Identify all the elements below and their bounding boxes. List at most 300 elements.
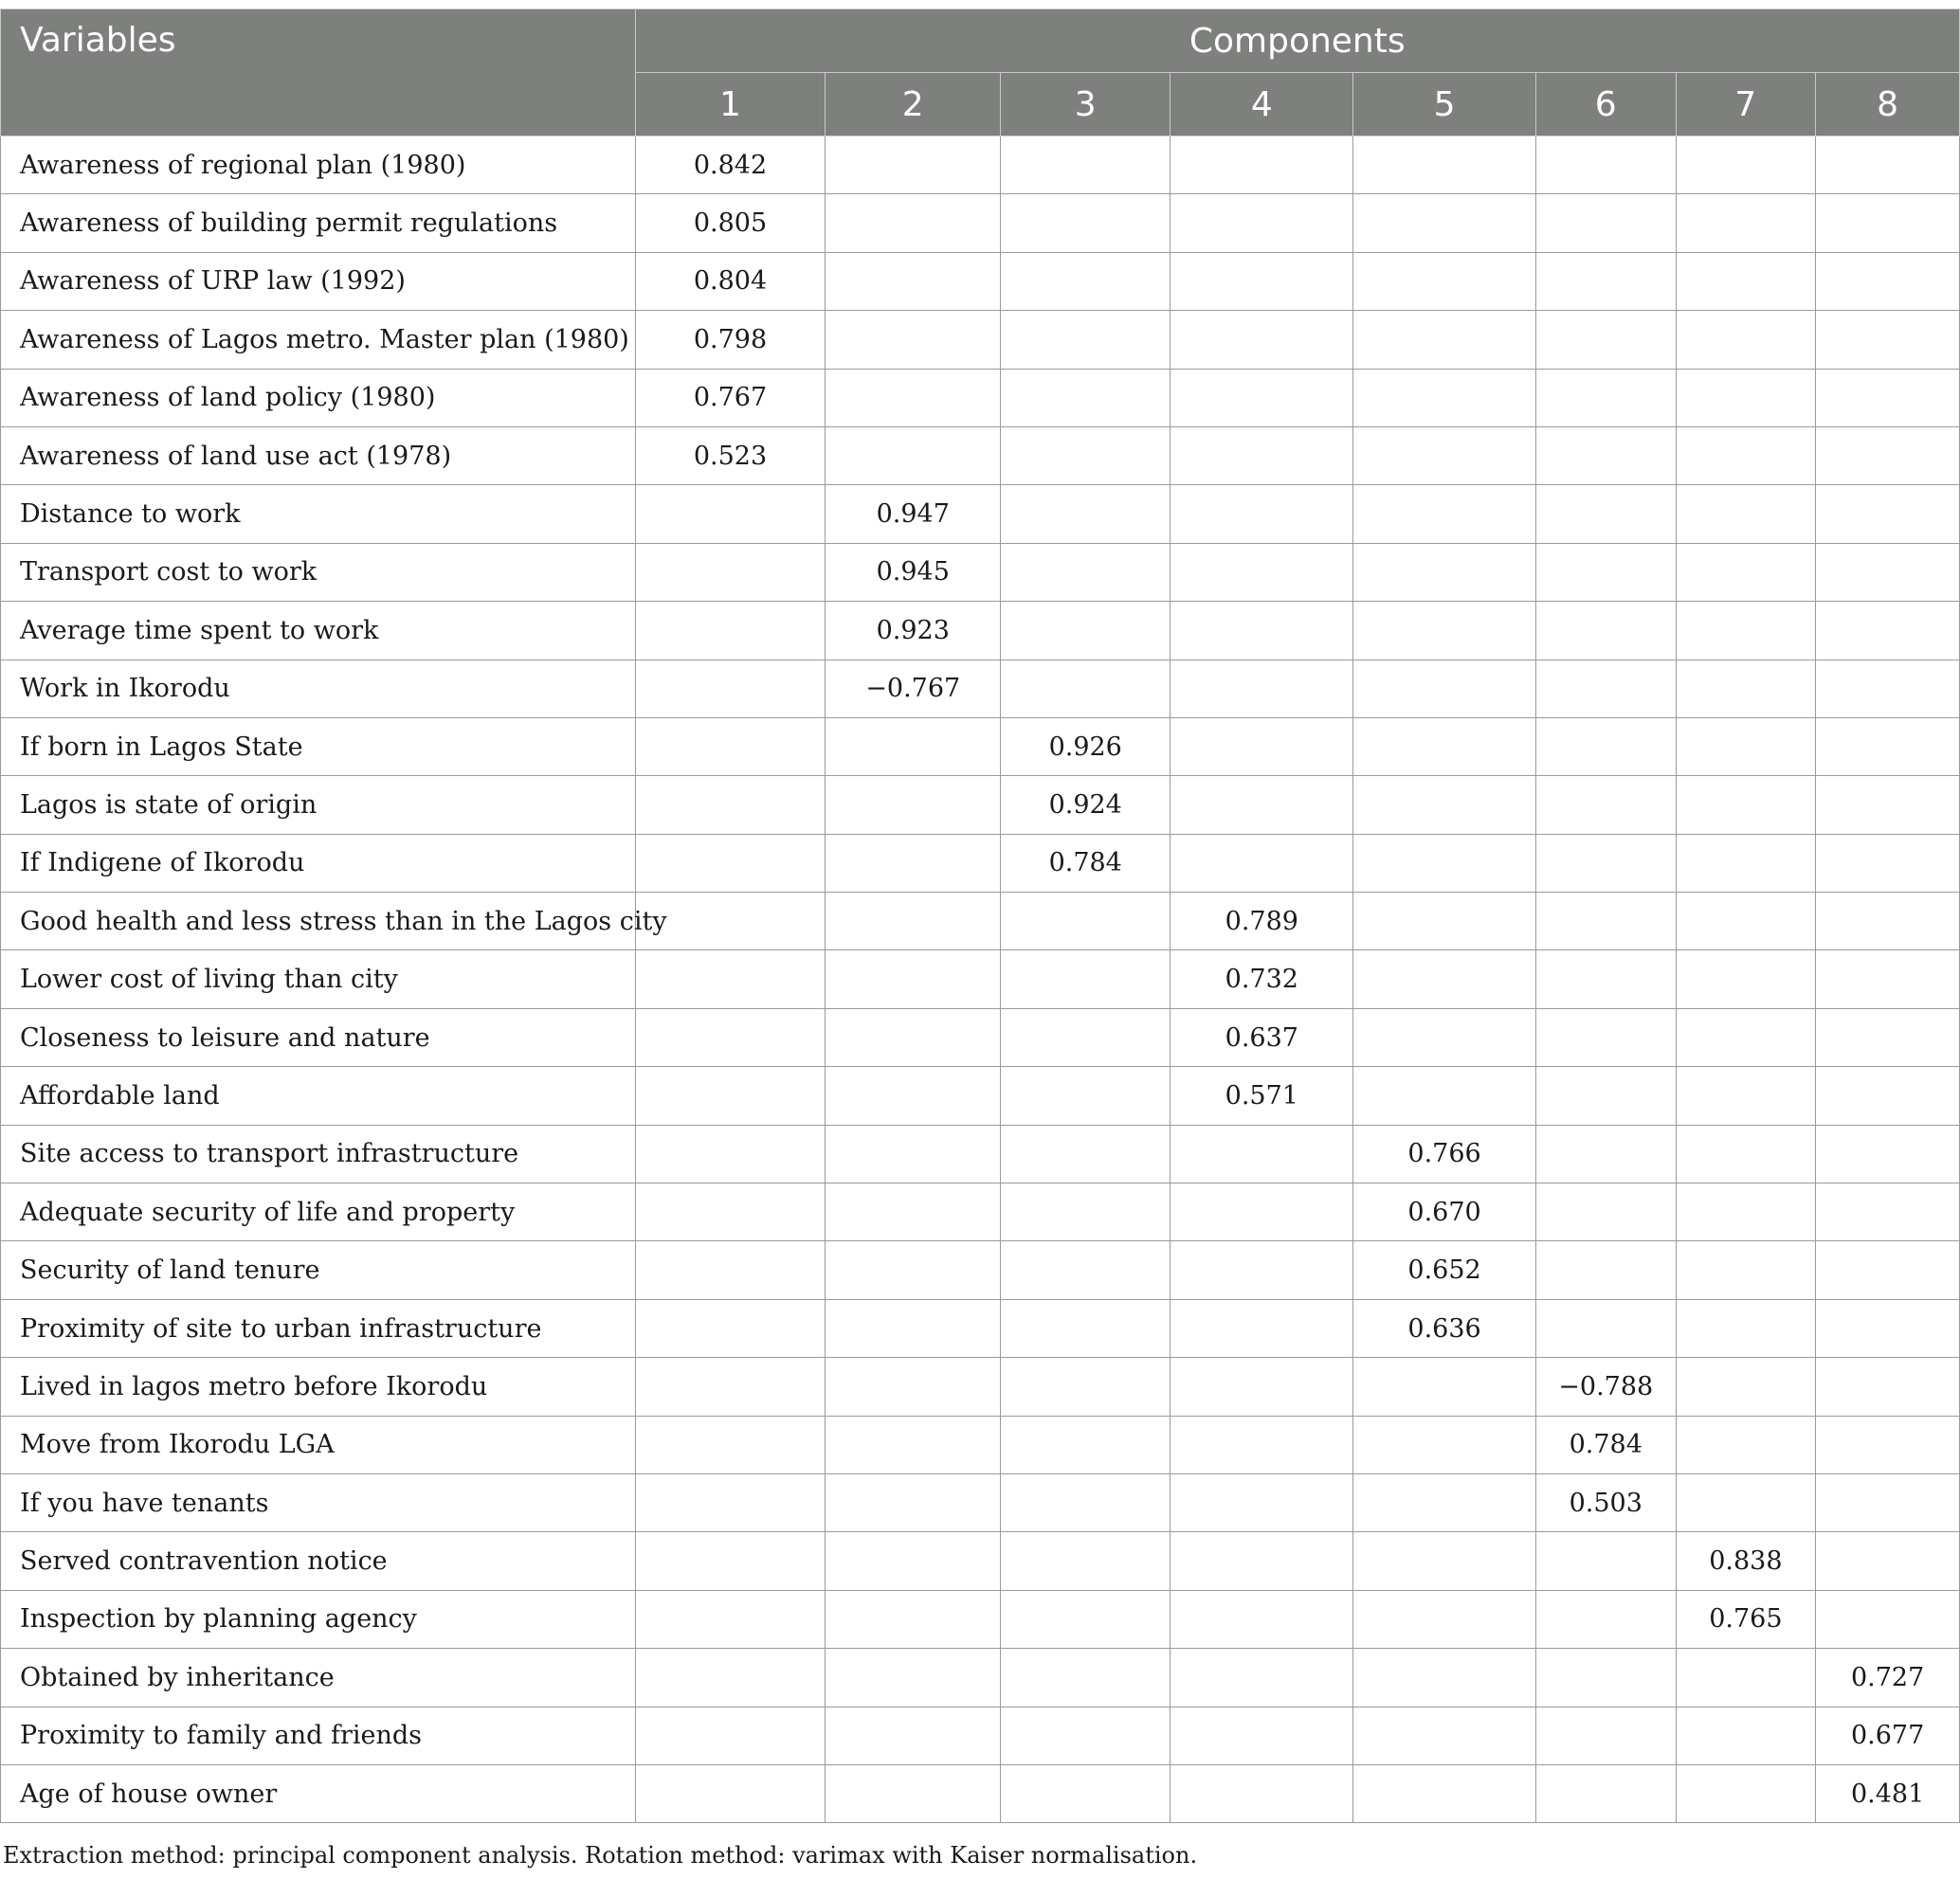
loading-value-cell — [1353, 1067, 1536, 1125]
loading-value-cell — [1816, 1183, 1960, 1241]
loading-value-cell — [1676, 1299, 1816, 1357]
loading-value-cell — [1676, 426, 1816, 484]
variable-name-cell: Good health and less stress than in the Lagos city — [1, 893, 636, 950]
loading-value-cell — [826, 194, 1001, 252]
loading-value-cell — [1676, 834, 1816, 892]
loading-value-cell — [635, 602, 826, 659]
header-row-top — [1, 9, 1960, 73]
loading-value-cell — [1353, 252, 1536, 310]
loading-value-cell — [1816, 1532, 1960, 1590]
factor-loadings-table — [0, 9, 1960, 1823]
loading-value-cell — [1001, 252, 1171, 310]
loading-value-cell — [1535, 950, 1676, 1008]
variable-name-cell: Site access to transport infrastructure — [1, 1125, 636, 1183]
loading-value-cell — [1676, 369, 1816, 426]
loading-value-cell — [1353, 950, 1536, 1008]
table-row — [1, 1707, 1960, 1764]
loading-value-cell: 0.784 — [1001, 834, 1171, 892]
loading-value-cell — [1535, 1590, 1676, 1648]
loading-value-cell — [1171, 1590, 1353, 1648]
loading-value-cell — [826, 1299, 1001, 1357]
loading-value-cell: 0.727 — [1816, 1649, 1960, 1707]
loading-value-cell — [1816, 602, 1960, 659]
loading-value-cell — [1353, 602, 1536, 659]
loading-value-cell — [1535, 1649, 1676, 1707]
variable-name-cell: Security of land tenure — [1, 1241, 636, 1299]
loading-value-cell — [1353, 1590, 1536, 1648]
loading-value-cell — [1001, 1125, 1171, 1183]
loading-value-cell — [635, 1590, 826, 1648]
loading-value-cell — [1001, 1473, 1171, 1531]
variable-name-cell: Awareness of regional plan (1980) — [1, 136, 636, 194]
loading-value-cell — [1676, 1067, 1816, 1125]
loading-value-cell — [1816, 834, 1960, 892]
loading-value-cell — [1816, 1125, 1960, 1183]
loading-value-cell — [1171, 1416, 1353, 1473]
loading-value-cell — [1535, 776, 1676, 834]
loading-value-cell — [1676, 194, 1816, 252]
variable-name-cell: If you have tenants — [1, 1473, 636, 1531]
table-row — [1, 194, 1960, 252]
loading-value-cell — [1816, 1299, 1960, 1357]
loading-value-cell — [1353, 1764, 1536, 1822]
loading-value-cell — [1171, 1358, 1353, 1416]
loading-value-cell — [1001, 1008, 1171, 1066]
loading-value-cell — [1001, 485, 1171, 543]
loading-value-cell — [1676, 1764, 1816, 1822]
loading-value-cell — [1001, 602, 1171, 659]
loading-value-cell — [1353, 776, 1536, 834]
loading-value-cell — [1816, 1358, 1960, 1416]
loading-value-cell: 0.945 — [826, 543, 1001, 601]
loading-value-cell: 0.481 — [1816, 1764, 1960, 1822]
loading-value-cell — [1001, 1532, 1171, 1590]
loading-value-cell — [1001, 1416, 1171, 1473]
variables-column-header: Variables — [1, 9, 636, 136]
loading-value-cell — [1676, 776, 1816, 834]
loading-value-cell — [826, 252, 1001, 310]
loading-value-cell — [826, 1067, 1001, 1125]
loading-value-cell — [1001, 1590, 1171, 1648]
loading-value-cell — [1171, 659, 1353, 717]
loading-value-cell — [1676, 1008, 1816, 1066]
table-row — [1, 1473, 1960, 1531]
variable-name-cell: Awareness of URP law (1992) — [1, 252, 636, 310]
table-row — [1, 369, 1960, 426]
table-row — [1, 1764, 1960, 1822]
loading-value-cell: 0.670 — [1353, 1183, 1536, 1241]
loading-value-cell — [1535, 194, 1676, 252]
loading-value-cell: 0.637 — [1171, 1008, 1353, 1066]
variable-name-cell: Proximity of site to urban infrastructure — [1, 1299, 636, 1357]
variable-name-cell: If born in Lagos State — [1, 717, 636, 775]
variable-name-cell: Affordable land — [1, 1067, 636, 1125]
loading-value-cell — [1676, 252, 1816, 310]
loading-value-cell — [1001, 1067, 1171, 1125]
loading-value-cell — [1171, 1764, 1353, 1822]
variable-name-cell: If Indigene of Ikorodu — [1, 834, 636, 892]
loading-value-cell — [1535, 1764, 1676, 1822]
loading-value-cell — [1353, 194, 1536, 252]
loading-value-cell — [1171, 252, 1353, 310]
loading-value-cell: 0.766 — [1353, 1125, 1536, 1183]
loading-value-cell — [635, 1649, 826, 1707]
loading-value-cell — [635, 834, 826, 892]
loading-value-cell — [635, 1241, 826, 1299]
table-row — [1, 1067, 1960, 1125]
loading-value-cell — [826, 834, 1001, 892]
loading-value-cell — [1001, 1649, 1171, 1707]
loading-value-cell — [826, 893, 1001, 950]
loading-value-cell — [826, 311, 1001, 369]
loading-value-cell — [635, 717, 826, 775]
table-row — [1, 1299, 1960, 1357]
loading-value-cell — [1171, 1532, 1353, 1590]
loading-value-cell — [826, 1416, 1001, 1473]
components-group-header: Components — [635, 9, 1960, 73]
loading-value-cell — [826, 1590, 1001, 1648]
loading-value-cell — [1816, 893, 1960, 950]
loading-value-cell — [1535, 1008, 1676, 1066]
loading-value-cell — [1353, 136, 1536, 194]
loading-value-cell: 0.677 — [1816, 1707, 1960, 1764]
loading-value-cell — [1171, 426, 1353, 484]
loading-value-cell: 0.765 — [1676, 1590, 1816, 1648]
loading-value-cell — [1353, 543, 1536, 601]
loading-value-cell — [635, 1473, 826, 1531]
loading-value-cell — [1001, 1299, 1171, 1357]
loading-value-cell — [1816, 136, 1960, 194]
loading-value-cell — [1676, 1416, 1816, 1473]
variable-name-cell: Transport cost to work — [1, 543, 636, 601]
loading-value-cell — [635, 1008, 826, 1066]
loading-value-cell — [826, 1532, 1001, 1590]
variable-name-cell: Closeness to leisure and nature — [1, 1008, 636, 1066]
loading-value-cell — [1353, 659, 1536, 717]
loading-value-cell — [635, 659, 826, 717]
variable-name-cell: Awareness of Lagos metro. Master plan (1980) — [1, 311, 636, 369]
loading-value-cell: 0.636 — [1353, 1299, 1536, 1357]
loading-value-cell — [1816, 1008, 1960, 1066]
loading-value-cell — [826, 369, 1001, 426]
loading-value-cell — [1353, 1473, 1536, 1531]
loading-value-cell — [1816, 659, 1960, 717]
loading-value-cell: 0.523 — [635, 426, 826, 484]
loading-value-cell — [1816, 252, 1960, 310]
loading-value-cell — [1816, 1241, 1960, 1299]
loading-value-cell — [1676, 311, 1816, 369]
variable-name-cell: Adequate security of life and property — [1, 1183, 636, 1241]
loading-value-cell — [1676, 602, 1816, 659]
loading-value-cell — [1353, 1649, 1536, 1707]
loading-value-cell: 0.798 — [635, 311, 826, 369]
loading-value-cell — [826, 1183, 1001, 1241]
loading-value-cell: 0.923 — [826, 602, 1001, 659]
component-number-header: 1 — [635, 73, 826, 136]
loading-value-cell — [1001, 659, 1171, 717]
loading-value-cell: 0.842 — [635, 136, 826, 194]
variable-name-cell: Move from Ikorodu LGA — [1, 1416, 636, 1473]
loading-value-cell — [1676, 543, 1816, 601]
loading-value-cell — [1676, 717, 1816, 775]
loading-value-cell — [1816, 311, 1960, 369]
table-body — [1, 136, 1960, 1823]
loading-value-cell — [1535, 369, 1676, 426]
loading-value-cell — [1353, 893, 1536, 950]
loading-value-cell — [1001, 543, 1171, 601]
loading-value-cell — [635, 1707, 826, 1764]
loading-value-cell — [1535, 1125, 1676, 1183]
loading-value-cell — [1535, 485, 1676, 543]
loading-value-cell — [1001, 1241, 1171, 1299]
variable-name-cell: Awareness of building permit regulations — [1, 194, 636, 252]
loading-value-cell: 0.924 — [1001, 776, 1171, 834]
table-row — [1, 1416, 1960, 1473]
loading-value-cell — [826, 1473, 1001, 1531]
table-row — [1, 1125, 1960, 1183]
variable-name-cell: Lived in lagos metro before Ikorodu — [1, 1358, 636, 1416]
variable-name-cell: Age of house owner — [1, 1764, 636, 1822]
loading-value-cell — [1535, 893, 1676, 950]
table-row — [1, 1532, 1960, 1590]
loading-value-cell — [1535, 659, 1676, 717]
loading-value-cell — [1816, 1473, 1960, 1531]
table-row — [1, 659, 1960, 717]
loading-value-cell — [1816, 426, 1960, 484]
loading-value-cell — [1171, 1241, 1353, 1299]
loading-value-cell — [1171, 1649, 1353, 1707]
component-number-header: 4 — [1171, 73, 1353, 136]
variable-name-cell: Distance to work — [1, 485, 636, 543]
loading-value-cell — [1676, 1125, 1816, 1183]
variable-name-cell: Lower cost of living than city — [1, 950, 636, 1008]
loading-value-cell: 0.503 — [1535, 1473, 1676, 1531]
table-row — [1, 1590, 1960, 1648]
loading-value-cell — [1001, 1358, 1171, 1416]
variable-name-cell: Average time spent to work — [1, 602, 636, 659]
table-row — [1, 893, 1960, 950]
table-row — [1, 1358, 1960, 1416]
component-number-header: 8 — [1816, 73, 1960, 136]
loading-value-cell: 0.767 — [635, 369, 826, 426]
loading-value-cell — [1676, 1473, 1816, 1531]
loading-value-cell — [1353, 426, 1536, 484]
loading-value-cell — [1353, 1008, 1536, 1066]
loading-value-cell — [1001, 194, 1171, 252]
loading-value-cell — [1535, 602, 1676, 659]
loading-value-cell: 0.784 — [1535, 1416, 1676, 1473]
loading-value-cell — [1353, 1532, 1536, 1590]
loading-value-cell — [635, 485, 826, 543]
loading-value-cell — [1171, 136, 1353, 194]
loading-value-cell — [1676, 1649, 1816, 1707]
loading-value-cell — [1676, 1241, 1816, 1299]
loading-value-cell — [1816, 1416, 1960, 1473]
loading-value-cell — [1535, 1532, 1676, 1590]
loading-value-cell — [1353, 1358, 1536, 1416]
loading-value-cell: 0.732 — [1171, 950, 1353, 1008]
loading-value-cell — [635, 543, 826, 601]
loading-value-cell — [1535, 1299, 1676, 1357]
loading-value-cell — [1535, 1183, 1676, 1241]
loading-value-cell — [1171, 834, 1353, 892]
table-row — [1, 1008, 1960, 1066]
variable-name-cell: Awareness of land policy (1980) — [1, 369, 636, 426]
loading-value-cell — [1816, 369, 1960, 426]
loading-value-cell: 0.947 — [826, 485, 1001, 543]
loading-value-cell — [1816, 950, 1960, 1008]
loading-value-cell — [635, 1764, 826, 1822]
table-row — [1, 543, 1960, 601]
loading-value-cell — [1353, 311, 1536, 369]
loading-value-cell — [635, 1358, 826, 1416]
loading-value-cell — [1535, 136, 1676, 194]
table-row — [1, 252, 1960, 310]
table-row — [1, 602, 1960, 659]
loading-value-cell — [826, 1358, 1001, 1416]
table-row — [1, 1241, 1960, 1299]
loading-value-cell: −0.788 — [1535, 1358, 1676, 1416]
loading-value-cell: 0.804 — [635, 252, 826, 310]
loading-value-cell — [635, 1067, 826, 1125]
loading-value-cell — [635, 776, 826, 834]
loading-value-cell — [1171, 194, 1353, 252]
loading-value-cell — [1816, 776, 1960, 834]
loading-value-cell — [1676, 136, 1816, 194]
component-number-header: 5 — [1353, 73, 1536, 136]
loading-value-cell — [1353, 1416, 1536, 1473]
loading-value-cell: 0.926 — [1001, 717, 1171, 775]
loading-value-cell: 0.571 — [1171, 1067, 1353, 1125]
loading-value-cell — [1001, 893, 1171, 950]
loading-value-cell — [826, 717, 1001, 775]
table-row — [1, 950, 1960, 1008]
loading-value-cell — [635, 950, 826, 1008]
loading-value-cell — [1816, 1590, 1960, 1648]
loading-value-cell — [826, 1707, 1001, 1764]
table-row — [1, 1649, 1960, 1707]
loading-value-cell — [1816, 1067, 1960, 1125]
loading-value-cell — [635, 1183, 826, 1241]
table-row — [1, 426, 1960, 484]
table-row — [1, 485, 1960, 543]
loading-value-cell — [1171, 1707, 1353, 1764]
loading-value-cell — [826, 136, 1001, 194]
variable-name-cell: Obtained by inheritance — [1, 1649, 636, 1707]
loading-value-cell: 0.838 — [1676, 1532, 1816, 1590]
variable-name-cell: Served contravention notice — [1, 1532, 636, 1590]
loading-value-cell — [1353, 369, 1536, 426]
loading-value-cell — [1171, 776, 1353, 834]
loading-value-cell — [826, 1241, 1001, 1299]
loading-value-cell — [635, 1416, 826, 1473]
loading-value-cell: 0.789 — [1171, 893, 1353, 950]
loading-value-cell — [1816, 485, 1960, 543]
loading-value-cell — [826, 1125, 1001, 1183]
loading-value-cell — [1001, 1707, 1171, 1764]
loading-value-cell — [1676, 659, 1816, 717]
loading-value-cell — [1676, 1183, 1816, 1241]
loading-value-cell: 0.652 — [1353, 1241, 1536, 1299]
loading-value-cell — [1676, 1707, 1816, 1764]
loading-value-cell — [635, 1532, 826, 1590]
table-row — [1, 311, 1960, 369]
loading-value-cell: −0.767 — [826, 659, 1001, 717]
loading-value-cell — [826, 776, 1001, 834]
table-header — [1, 9, 1960, 136]
loading-value-cell — [1001, 1183, 1171, 1241]
loading-value-cell — [1001, 426, 1171, 484]
loading-value-cell — [1816, 194, 1960, 252]
loading-value-cell — [1353, 717, 1536, 775]
loading-value-cell — [1676, 1358, 1816, 1416]
loading-value-cell — [1171, 311, 1353, 369]
loading-value-cell — [826, 1764, 1001, 1822]
loading-value-cell — [1353, 1707, 1536, 1764]
loading-value-cell — [1171, 1183, 1353, 1241]
loading-value-cell — [635, 1125, 826, 1183]
loading-value-cell — [1353, 834, 1536, 892]
variable-name-cell: Awareness of land use act (1978) — [1, 426, 636, 484]
variable-name-cell: Lagos is state of origin — [1, 776, 636, 834]
loading-value-cell — [826, 426, 1001, 484]
component-number-header: 3 — [1001, 73, 1171, 136]
variable-name-cell: Inspection by planning agency — [1, 1590, 636, 1648]
loading-value-cell — [826, 1649, 1001, 1707]
loading-value-cell — [1535, 252, 1676, 310]
loading-value-cell — [1676, 893, 1816, 950]
loading-value-cell: 0.805 — [635, 194, 826, 252]
loading-value-cell — [1816, 543, 1960, 601]
loading-value-cell — [1535, 717, 1676, 775]
loading-value-cell — [1535, 311, 1676, 369]
loading-value-cell — [1171, 485, 1353, 543]
loading-value-cell — [1535, 1241, 1676, 1299]
table-row — [1, 776, 1960, 834]
loading-value-cell — [1535, 1707, 1676, 1764]
loading-value-cell — [1535, 426, 1676, 484]
table-row — [1, 1183, 1960, 1241]
loading-value-cell — [1171, 543, 1353, 601]
variable-name-cell: Proximity to family and friends — [1, 1707, 636, 1764]
loading-value-cell — [1676, 950, 1816, 1008]
loading-value-cell — [1171, 369, 1353, 426]
loading-value-cell — [1353, 485, 1536, 543]
loading-value-cell — [1535, 1067, 1676, 1125]
loading-value-cell — [1001, 1764, 1171, 1822]
loading-value-cell — [1676, 485, 1816, 543]
variable-name-cell: Work in Ikorodu — [1, 659, 636, 717]
loading-value-cell — [826, 950, 1001, 1008]
loading-value-cell — [1001, 950, 1171, 1008]
table-row — [1, 834, 1960, 892]
table-footnote: Extraction method: principal component analysis. Rotation method: varimax with Kaiser normalisation. — [3, 1842, 1198, 1869]
table-row — [1, 136, 1960, 194]
loading-value-cell — [1171, 1473, 1353, 1531]
component-number-header: 2 — [826, 73, 1001, 136]
loading-value-cell — [1171, 717, 1353, 775]
component-number-header: 6 — [1535, 73, 1676, 136]
loading-value-cell — [1001, 311, 1171, 369]
loading-value-cell — [1535, 834, 1676, 892]
component-number-header: 7 — [1676, 73, 1816, 136]
loading-value-cell — [1171, 1299, 1353, 1357]
loading-value-cell — [1816, 717, 1960, 775]
table-row — [1, 717, 1960, 775]
loading-value-cell — [826, 1008, 1001, 1066]
loading-value-cell — [1001, 136, 1171, 194]
loading-value-cell — [635, 1299, 826, 1357]
